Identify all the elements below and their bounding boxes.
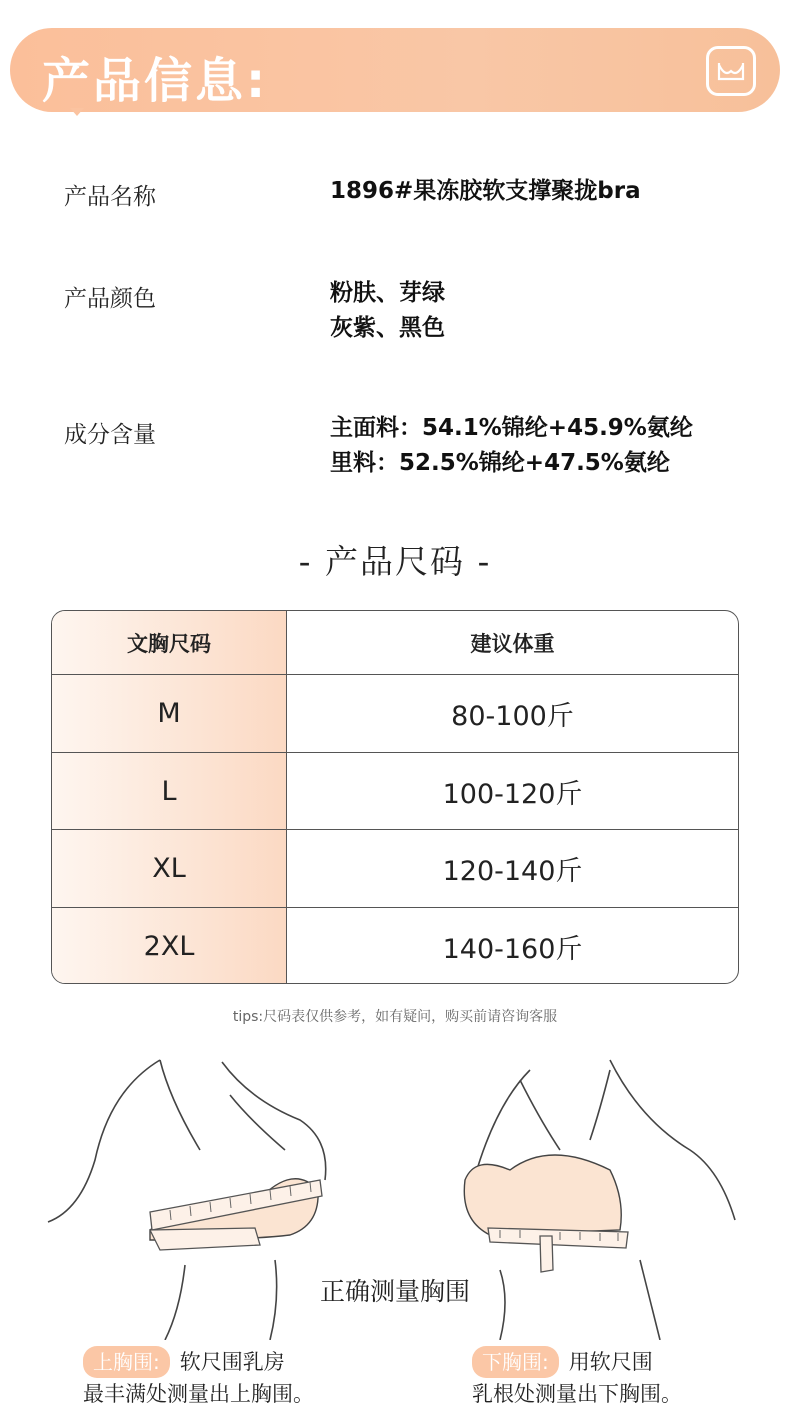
upper-bust-line2: 最丰满处测量出上胸围。 [83, 1382, 314, 1406]
lower-bust-note [472, 1346, 682, 1410]
info-label-name: 产品名称 [64, 184, 156, 210]
info-value-line: 粉肤、芽绿 [330, 280, 445, 306]
table-row [52, 752, 738, 829]
info-label-color: 产品颜色 [64, 286, 156, 312]
upper-bust-note [83, 1346, 314, 1410]
info-value-line: 主面料：54.1%锦纶+45.9%氨纶 [330, 415, 693, 441]
upper-bust-line1: 软尺围乳房 [179, 1350, 285, 1374]
weight-cell: 140-160斤 [442, 934, 583, 965]
measure-title: 正确测量胸围 [319, 1277, 470, 1306]
lower-bust-line2: 乳根处测量出下胸围。 [472, 1382, 682, 1406]
size-cell: XL [52, 830, 287, 907]
weight-cell: 100-120斤 [442, 778, 583, 810]
weight-cell: 80-100斤 [451, 701, 574, 732]
page-title: 产品信息: [42, 53, 269, 109]
size-cell: L [52, 753, 287, 829]
size-cell: M [52, 675, 287, 752]
info-value-name [330, 174, 641, 209]
size-section-title: - 产品尺码 - [298, 542, 492, 581]
table-header-row [52, 611, 738, 674]
info-label-composition: 成分含量 [64, 422, 156, 448]
header-banner [10, 28, 780, 112]
size-tips: tips:尺码表仅供参考，如有疑问，购买前请咨询客服 [232, 1009, 558, 1025]
lower-bust-tag: 下胸围: [472, 1346, 559, 1378]
info-value-composition [330, 411, 693, 481]
bra-icon [706, 46, 756, 96]
size-table [51, 610, 739, 984]
table-header-size: 文胸尺码 [52, 611, 287, 674]
lower-bust-line1: 用软尺围 [568, 1350, 653, 1374]
info-value-line: 里料：52.5%锦纶+47.5%氨纶 [330, 450, 670, 476]
upper-bust-tag: 上胸围: [83, 1346, 170, 1378]
table-header-weight: 建议体重 [470, 631, 555, 656]
info-value-color [330, 276, 445, 346]
info-value-line: 灰紫、黑色 [330, 315, 445, 341]
weight-cell: 120-140斤 [442, 856, 583, 887]
info-value-line: 1896#果冻胶软支撑聚拢bra [330, 178, 641, 204]
table-row [52, 907, 738, 984]
size-cell: 2XL [52, 908, 287, 984]
table-row [52, 674, 738, 752]
table-row [52, 829, 738, 907]
